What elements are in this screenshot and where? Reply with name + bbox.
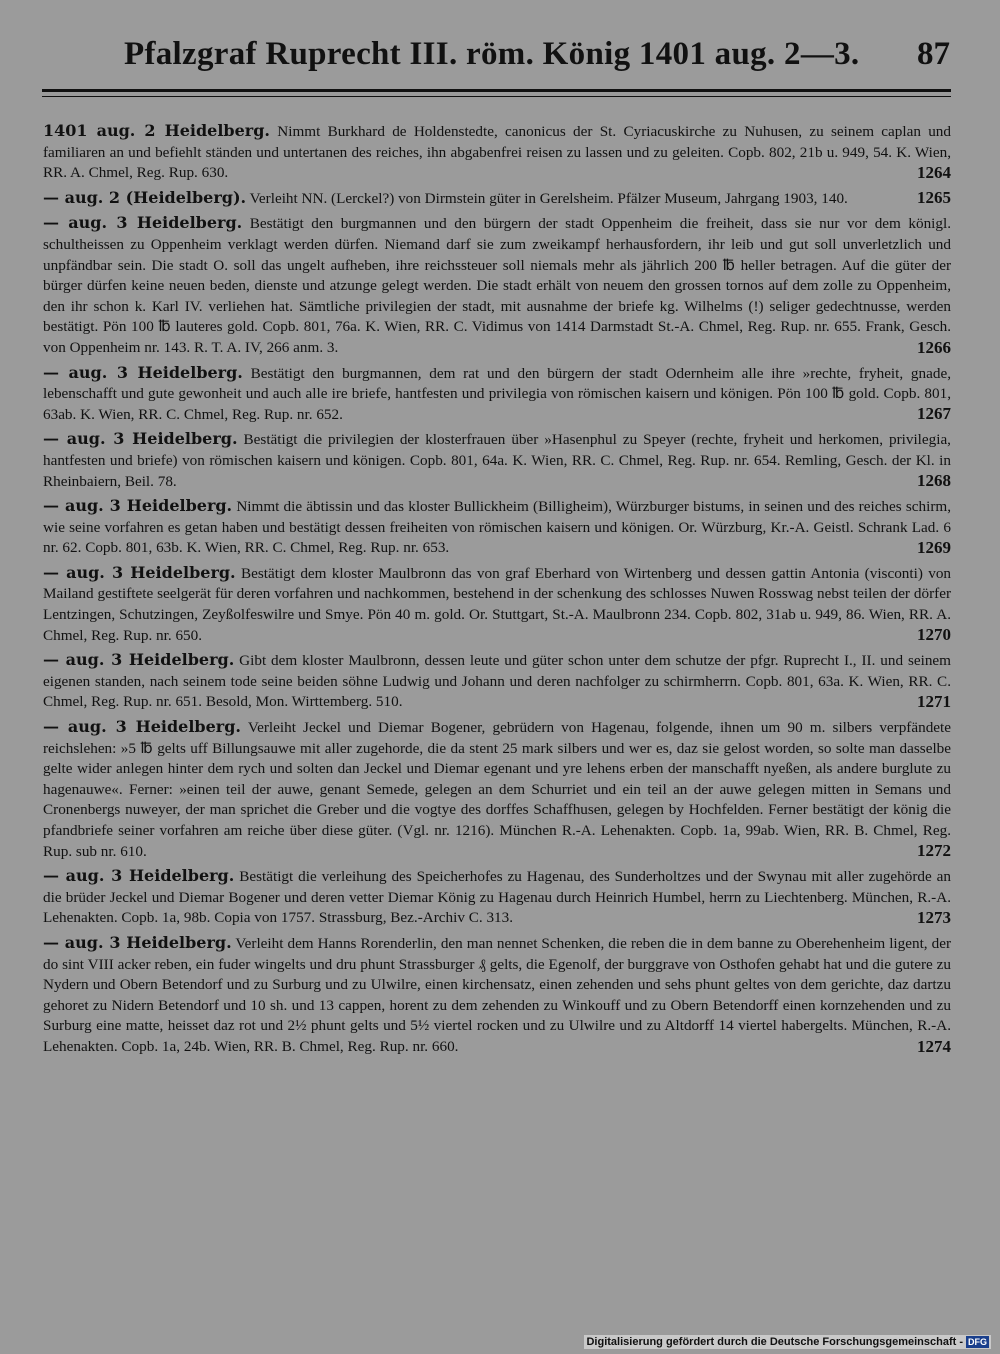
- entry-date: — aug. 3 Heidelberg.: [43, 562, 236, 582]
- regest-entry: [43, 866, 951, 926]
- entry-date: — aug. 3 Heidelberg.: [43, 496, 233, 516]
- footer-credit: [584, 1335, 991, 1349]
- page-header: [42, 30, 950, 90]
- entry-date: — aug. 3 Heidelberg.: [43, 213, 243, 233]
- entry-number: 1271: [917, 692, 951, 712]
- entry-text: Bestätigt die privilegien der klosterfrauen über »Hasenphul zu Speyer (rechte, fryheit und herkomen, privilegia, hantfesten und briefe) von römischen kaisern und königen. Copb. 801, 64a. K. Wien, RR. C. Chmel, Reg. Rup. nr. 654. Remling, Gesch. der Kl. in Rheinbaiern, Beil. 78.: [43, 431, 951, 490]
- regest-entry: [43, 496, 951, 556]
- entry-date: — aug. 3 Heidelberg.: [43, 362, 243, 382]
- entry-number: 1267: [917, 404, 951, 424]
- regest-entry: [43, 188, 951, 207]
- entry-number: 1264: [917, 162, 951, 182]
- entry-date: — aug. 2 (Heidelberg).: [43, 187, 247, 207]
- regest-entry: [43, 363, 951, 423]
- entry-date: — aug. 3 Heidelberg.: [43, 429, 238, 449]
- entry-text: Verleiht dem Hanns Rorenderlin, den man nennet Schenken, die reben die in dem banne zu Oberehenheim ligent, der do sint VIII acker reben, ein fuder wingelts und dru phunt Strassburger ₰ gelts, die Egenolf, der burggrave von Osthofen gehabt hat und die gutere zu Nydern und Obern Betendorf und zu Surburg und zu Ulwilre, einen kirchensatz, einen zehenden und sehs phunt geltes von dem gerichte, daz dartzu gehoret zu Nidern Betendorf und 10 sh. und 13 cappen, horent zu dem zehenden zu Winkouff und zu Obern Betendorff einen kornzehenden und zu Surburg eine matte, heisset daz rot und 2½ phunt gelts und 5½ viertel rocken und zu Ulwilre und zu Altdorff 14 viertel habergelts. München, R.-A. Lehenakten. Copb. 1a, 24b. Wien, RR. B. Chmel, Reg. Rup. nr. 660.: [43, 934, 951, 1055]
- entry-number: 1272: [917, 841, 951, 861]
- entry-text: Verleiht Jeckel und Diemar Bogener, gebrüdern von Hagenau, folgende, ihnen um 90 m. silbers verpfändete reichslehen: »5 ℔ gelts uff Billungsauwe mit aller zugehorde, die da stent 25 mark silbers und wer es, daz sie gelost worden, so solte man dasselbe gelte wider anlegen hinter dem rych und solten dan Jeckel und Diemar egenant und yre lehens erben der manschafft nyeßen, als andere burglute zu hagenauwe«. Ferner: »einen teil der auwe, genant Semede, gelegen an dem Schurriet und ein teil an der auwe gelegen mitten in Semans und Cronenbergs nuweyer, der man sprichet die Greber und die vogtye des dorffes Schaffhusen, gelegen by Hochfelden. Ferner bestätigt der könig die pfandbriefe seiner vorfahren am reiche über diese güter. (Vgl. nr. 1216). München R.-A. Lehenakten. Copb. 1a, 99ab. Wien, RR. B. Chmel, Reg. Rup. sub nr. 610.: [43, 719, 951, 860]
- dfg-logo: DFG: [968, 1337, 987, 1347]
- header-rule-thin: [42, 96, 951, 97]
- regest-entry: [43, 213, 951, 355]
- entry-number: 1268: [917, 471, 951, 491]
- entry-number: 1269: [917, 537, 951, 557]
- entry-date: — aug. 3 Heidelberg.: [43, 866, 235, 886]
- entry-number: 1273: [917, 907, 951, 927]
- entry-number: 1274: [917, 1036, 951, 1056]
- entry-text: Gibt dem kloster Maulbronn, dessen leute und güter schon unter dem schutze der pfgr. Ruprecht I., II. und seinem eigenen standen, nach seinem tode seine beiden söhne Ludwig und Johann und deren nachfolger zu schirmherrn. Copb. 801, 63a. K. Wien, RR. C. Chmel, Reg. Rup. nr. 651. Besold, Mon. Wirttemberg. 510.: [43, 652, 951, 711]
- entry-date: — aug. 3 Heidelberg.: [43, 717, 241, 737]
- entry-text: Verleiht NN. (Lerckel?) von Dirmstein güter in Gerelsheim. Pfälzer Museum, Jahrgang 1903, 140.: [246, 189, 848, 207]
- entry-date: 1401 aug. 2 Heidelberg.: [43, 121, 270, 140]
- entry-text: Bestätigt den burgmannen und den bürgern der stadt Oppenheim die freiheit, dass sie nur vor dem königl. schultheissen zu Oppenheim verklagt werden dürfen. Niemand darf sie zum zweikampf herhausfordern, ihr leib und gut soll unverletzlich und unpfändbar sein. Die stadt O. soll das ungelt aufheben, ihre reichssteuer soll niemals mehr als jährlich 200 ℔ heller betragen. Auf die güter der bürger dürfen keine neuen beden, dienste und atzunge gelegt werden. Die stadt erhält von neuem den grossen tornos auf dem zolle zu Oppenheim, den ihr schon k. Karl IV. verliehen hat. Sämtliche privilegien der stadt, mit ausnahme der briefe kg. Wilhelms (!) seliger gedechtnusse, werden bestätigt. Pön 100 ℔ lauteres gold. Copb. 801, 76a. K. Wien, RR. C. Vidimus von 1414 Darmstadt St.-A. Chmel, Reg. Rup. nr. 655. Frank, Gesch. von Oppenheim nr. 143. R. T. A. IV, 266 anm. 3.: [43, 215, 951, 356]
- regest-entry: [43, 429, 951, 489]
- regest-entry: [43, 650, 951, 710]
- regest-entry: [43, 717, 951, 859]
- entry-date: — aug. 3 Heidelberg.: [43, 932, 232, 952]
- regest-entry: [43, 563, 951, 643]
- entry-text: Bestätigt den burgmannen, dem rat und den bürgern der stadt Odernheim alle ihre »rechte, fryheit, gnade, lebenschafft und gute gewonheit und auch alle ire briefe, hantfesten und privilegia von römischen kaisern und königen. Pön 100 ℔ gold. Copb. 801, 63ab. K. Wien, RR. C. Chmel, Reg. Rup. nr. 652.: [43, 364, 951, 423]
- running-title: Pfalzgraf Ruprecht III. röm. König 1401 aug. 2—3.: [124, 36, 860, 72]
- regest-entry: [43, 121, 951, 181]
- entry-text: Nimmt die äbtissin und das kloster Bullickheim (Billigheim), Würzburger bistums, in seinen und des reiches schirm, wie seine vorfahren es getan haben und bestätigt dessen freiheiten von römischen kaisern und königen. Or. Würzburg, Kr.-A. Geistl. Schrank Lad. 6 nr. 62. Copb. 801, 63b. K. Wien, RR. C. Chmel, Reg. Rup. nr. 653.: [43, 498, 951, 557]
- regesta-list: [43, 121, 951, 1062]
- entry-text: Nimmt Burkhard de Holdenstedte, canonicus der St. Cyriacuskirche zu Nuhusen, zu seinem caplan und familiaren an und befiehlt ständen und untertanen des reiches, ihn abgabenfrei reisen zu lassen und zu geleiten. Copb. 802, 21b u. 949, 54. K. Wien, RR. A. Chmel, Reg. Rup. 630.: [43, 123, 951, 182]
- regest-entry: [43, 933, 951, 1055]
- entry-number: 1265: [917, 188, 951, 208]
- entry-number: 1266: [917, 337, 951, 357]
- entry-text: Bestätigt dem kloster Maulbronn das von graf Eberhard von Wirtenberg und dessen gattin Antonia (visconti) von Mailand gestiftete seelgerät für deren vorfahren und nachkommen, bestehend in der schenkung des schlosses Nuwen Rosswag nebst teilen der dörfer Lentzingen, Schutzingen, Zeyßolfeswilre und Smye. Pön 40 m. gold. Or. Stuttgart, St.-A. Maulbronn 234. Copb. 802, 31ab u. 949, 86. Wien, RR. A. Chmel, Reg. Rup. nr. 650.: [43, 564, 952, 644]
- entry-date: — aug. 3 Heidelberg.: [43, 650, 235, 670]
- header-rule-thick: [42, 89, 951, 92]
- page-number: 87: [917, 36, 950, 72]
- entry-number: 1270: [917, 625, 951, 645]
- entry-text: Bestätigt die verleihung des Speicherhofes zu Hagenau, des Sunderholtzes und der Swynau mit aller zugehörde an die brüder Jeckel und Diemar Bogener und deren vetter Diemar König zu Hagenau durch Heinrich Humbel, herrn zu Liechtenberg. München, R.-A. Lehenakten. Copb. 1a, 98b. Copia von 1757. Strassburg, Bez.-Archiv C. 313.: [43, 868, 951, 927]
- footer-text: Digitalisierung gefördert durch die Deutsche Forschungsgemeinschaft -: [586, 1336, 963, 1348]
